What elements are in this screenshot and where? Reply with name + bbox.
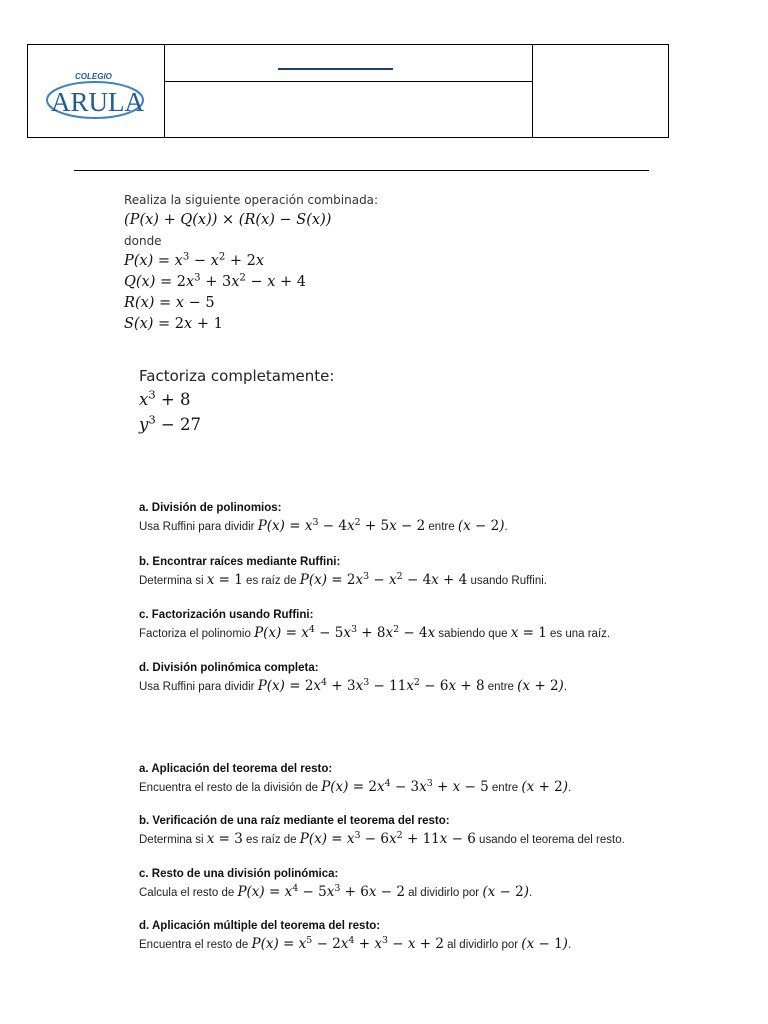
ruffini-d-text: Usa Ruffini para dividir $P(x) = 2x^4 + 3x^3 - 11x^2 - 6x + 8$ entre (x + 2). — [139, 676, 568, 694]
factor-item-2: $y^3 - 27$ — [139, 412, 202, 434]
header-divider-right — [532, 45, 533, 137]
school-logo — [45, 63, 145, 126]
resto-a-title: a. Aplicación del teorema del resto: — [139, 763, 333, 775]
poly-def-p: $P(x) = x^3 - x^2 + 2x$ — [124, 251, 265, 269]
header-divider-rule — [74, 170, 649, 171]
resto-b-title: b. Verificación de una raíz mediante el teorema del resto: — [139, 815, 450, 827]
header-table — [27, 44, 669, 138]
ruffini-b-text: Determina si x = 1 es raíz de $P(x) = 2x^3 - x^2 - 4x + 4$ usando Ruffini. — [139, 570, 547, 588]
logo-top-text: COLEGIO — [75, 72, 112, 81]
ruffini-d-title: d. División polinómica completa: — [139, 662, 319, 674]
donde-label: donde — [124, 234, 162, 248]
header-divider-left — [164, 45, 165, 137]
ruffini-b-title: b. Encontrar raíces mediante Ruffini: — [139, 556, 341, 568]
resto-c-text: Calcula el resto de $P(x) = x^4 - 5x^3 + 6x - 2$ al dividirlo por (x − 2). — [139, 882, 533, 900]
resto-c-title: c. Resto de una división polinómica: — [139, 868, 339, 880]
ruffini-c-text: Factoriza el polinomio $P(x) = x^4 - 5x^3 + 8x^2 - 4x$ sabiendo que x = 1 es una raíz. — [139, 623, 611, 641]
header-divider-middle — [165, 81, 533, 82]
title-underline — [278, 68, 393, 70]
resto-b-text: Determina si x = 3 es raíz de $P(x) = x^3 - 6x^2 + 11x - 6$ usando el teorema del resto. — [139, 829, 625, 847]
combined-expression: (P(x) + Q(x)) × (R(x) − S(x)) — [124, 212, 332, 228]
poly-def-q: $Q(x) = 2x^3 + 3x^2 - x + 4$ — [124, 272, 307, 290]
logo-main-text: ARULA — [51, 87, 144, 117]
ruffini-c-title: c. Factorización usando Ruffini: — [139, 609, 314, 621]
instruction-operacion: Realiza la siguiente operación combinada: — [124, 193, 379, 207]
resto-a-text: Encuentra el resto de la división de $P(x) = 2x^4 - 3x^3 + x - 5$ entre (x + 2). — [139, 777, 572, 795]
ruffini-a-title: a. División de polinomios: — [139, 502, 282, 514]
poly-def-s: S(x) = 2x + 1 — [124, 316, 223, 332]
resto-d-text: Encuentra el resto de $P(x) = x^5 - 2x^4 + x^3 - x + 2$ al dividirlo por (x − 1). — [139, 934, 572, 952]
instruction-factoriza: Factoriza completamente: — [139, 367, 335, 385]
factor-item-1: $x^3 + 8$ — [139, 387, 191, 409]
poly-def-r: R(x) = x − 5 — [124, 295, 215, 311]
resto-d-title: d. Aplicación múltiple del teorema del resto: — [139, 920, 381, 932]
ruffini-a-text: Usa Ruffini para dividir $P(x) = x^3 - 4x^2 + 5x - 2$ entre (x − 2). — [139, 516, 508, 534]
